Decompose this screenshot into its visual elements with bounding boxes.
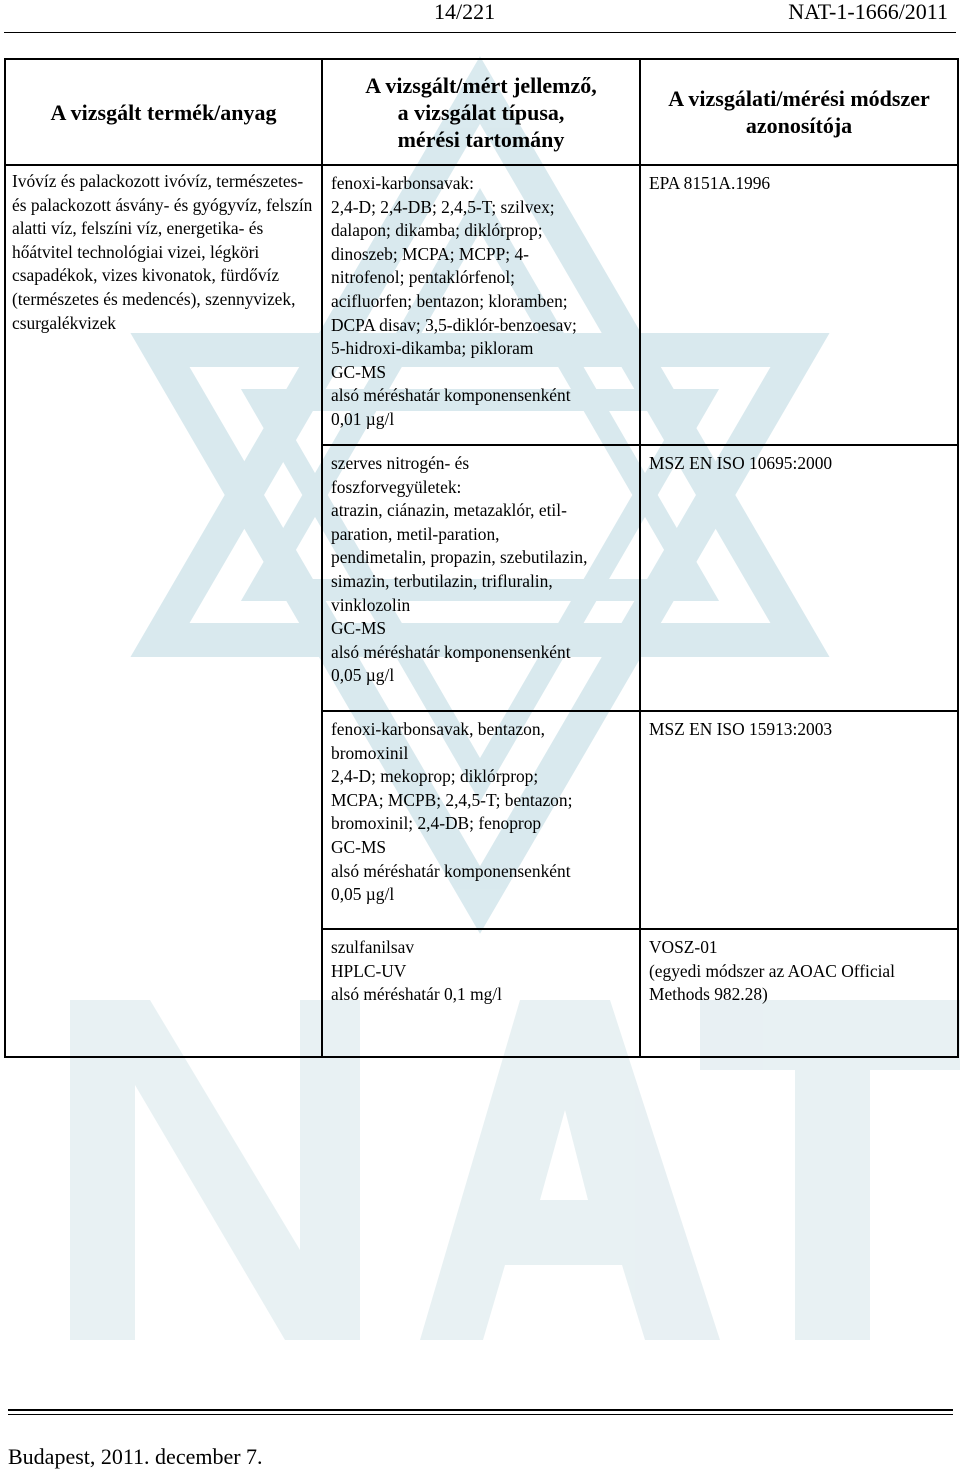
table-row: [5, 165, 958, 1057]
method-line: EPA 8151A.1996: [649, 173, 771, 193]
place-and-date: Budapest, 2011. december 7.: [8, 1444, 263, 1469]
footer-divider-thin: [8, 1414, 953, 1415]
column-header-method: A vizsgálati/mérési módszer azonosítója: [640, 59, 958, 165]
accreditation-scope-table: [4, 58, 959, 1058]
characteristic-line: nitrofenol; pentaklórfenol;: [331, 267, 515, 288]
characteristic-line: alsó méréshatár komponensenként: [331, 641, 571, 662]
column-header-line: a vizsgálat típusa,: [397, 99, 565, 125]
document-id: NAT-1-1666/2011: [788, 0, 948, 24]
characteristic-line: GC-MS: [331, 618, 387, 639]
method-line: Methods 982.28): [649, 984, 768, 1005]
column-header-characteristic: [322, 59, 640, 165]
column-header-line: A vizsgált/mért jellemző,: [365, 72, 597, 98]
characteristic-line: 5-hidroxi-dikamba; pikloram: [331, 338, 534, 359]
characteristic-line: GC-MS: [331, 836, 387, 857]
characteristic-line: 0,01 µg/l: [331, 408, 395, 429]
characteristic-line: DCPA disav; 3,5-diklór-benzoesav;: [331, 314, 577, 335]
characteristic-line: GC-MS: [331, 361, 387, 382]
characteristic-entry: [323, 928, 639, 1056]
characteristic-line: 0,05 µg/l: [331, 665, 395, 686]
characteristic-line: bromoxinil: [331, 742, 409, 763]
product-description: Ivóvíz és palackozott ivóvíz, természetes- és palackozott ásvány- és gyógyvíz, felszín alatti víz, felszíni víz, energetika- és hőátvitel technológiai vizei, légköri csapadékok, vizes kivonatok, fürdővíz (természetes és medencés), szennyvizek, csurgalékvizek: [12, 171, 313, 333]
method-line: MSZ EN ISO 15913:2003: [649, 719, 833, 739]
characteristic-line: pendimetalin, propazin, szebutilazin,: [331, 547, 588, 568]
characteristic-line: alsó méréshatár komponensenként: [331, 860, 571, 881]
characteristic-line: MCPA; MCPB; 2,4,5-T; bentazon;: [331, 789, 573, 810]
header-divider: [4, 32, 956, 33]
methods-cell: [640, 165, 958, 1057]
column-header-line: mérési tartomány: [397, 126, 565, 152]
characteristic-line: alsó méréshatár komponensenként: [331, 385, 571, 406]
characteristic-line: paration, metil-paration,: [331, 523, 500, 544]
characteristic-line: szulfanilsav: [331, 937, 415, 957]
characteristic-line: foszforvegyületek:: [331, 476, 462, 497]
characteristic-line: dalapon; dikamba; diklórprop;: [331, 220, 543, 241]
page-number: 14/221: [434, 0, 496, 24]
table-header-row: [5, 59, 958, 165]
characteristic-line: fenoxi-karbonsavak:: [331, 173, 474, 193]
characteristic-line: 0,05 µg/l: [331, 884, 395, 905]
method-entry: [641, 710, 957, 928]
method-entry: [641, 166, 957, 444]
characteristic-line: 2,4-D; 2,4-DB; 2,4,5-T; szilvex;: [331, 196, 555, 217]
column-header-product: A vizsgált termék/anyag: [5, 59, 322, 165]
footer-divider: [8, 1409, 953, 1411]
characteristic-line: simazin, terbutilazin, trifluralin,: [331, 570, 553, 591]
characteristic-line: szerves nitrogén- és: [331, 453, 470, 473]
method-entry: [641, 444, 957, 710]
method-line: VOSZ-01: [649, 937, 718, 957]
characteristic-line: bromoxinil; 2,4-DB; fenoprop: [331, 813, 542, 834]
characteristic-entry: [323, 444, 639, 710]
product-cell: [5, 165, 322, 1057]
characteristic-line: HPLC-UV: [331, 960, 407, 981]
method-entry: [641, 928, 957, 1056]
characteristic-line: acifluorfen; bentazon; kloramben;: [331, 290, 568, 311]
characteristics-cell: [322, 165, 640, 1057]
characteristic-line: atrazin, ciánazin, metazaklór, etil-: [331, 500, 567, 521]
characteristic-line: dinoszeb; MCPA; MCPP; 4-: [331, 243, 529, 264]
method-line: (egyedi módszer az AOAC Official: [649, 960, 895, 981]
characteristic-entry: [323, 166, 639, 444]
characteristic-line: vinklozolin: [331, 594, 411, 615]
page-header: [0, 0, 960, 36]
characteristic-line: fenoxi-karbonsavak, bentazon,: [331, 719, 545, 739]
characteristic-line: alsó méréshatár 0,1 mg/l: [331, 984, 502, 1005]
characteristic-line: 2,4-D; mekoprop; diklórprop;: [331, 766, 539, 787]
method-line: MSZ EN ISO 10695:2000: [649, 453, 833, 473]
characteristic-entry: [323, 710, 639, 928]
